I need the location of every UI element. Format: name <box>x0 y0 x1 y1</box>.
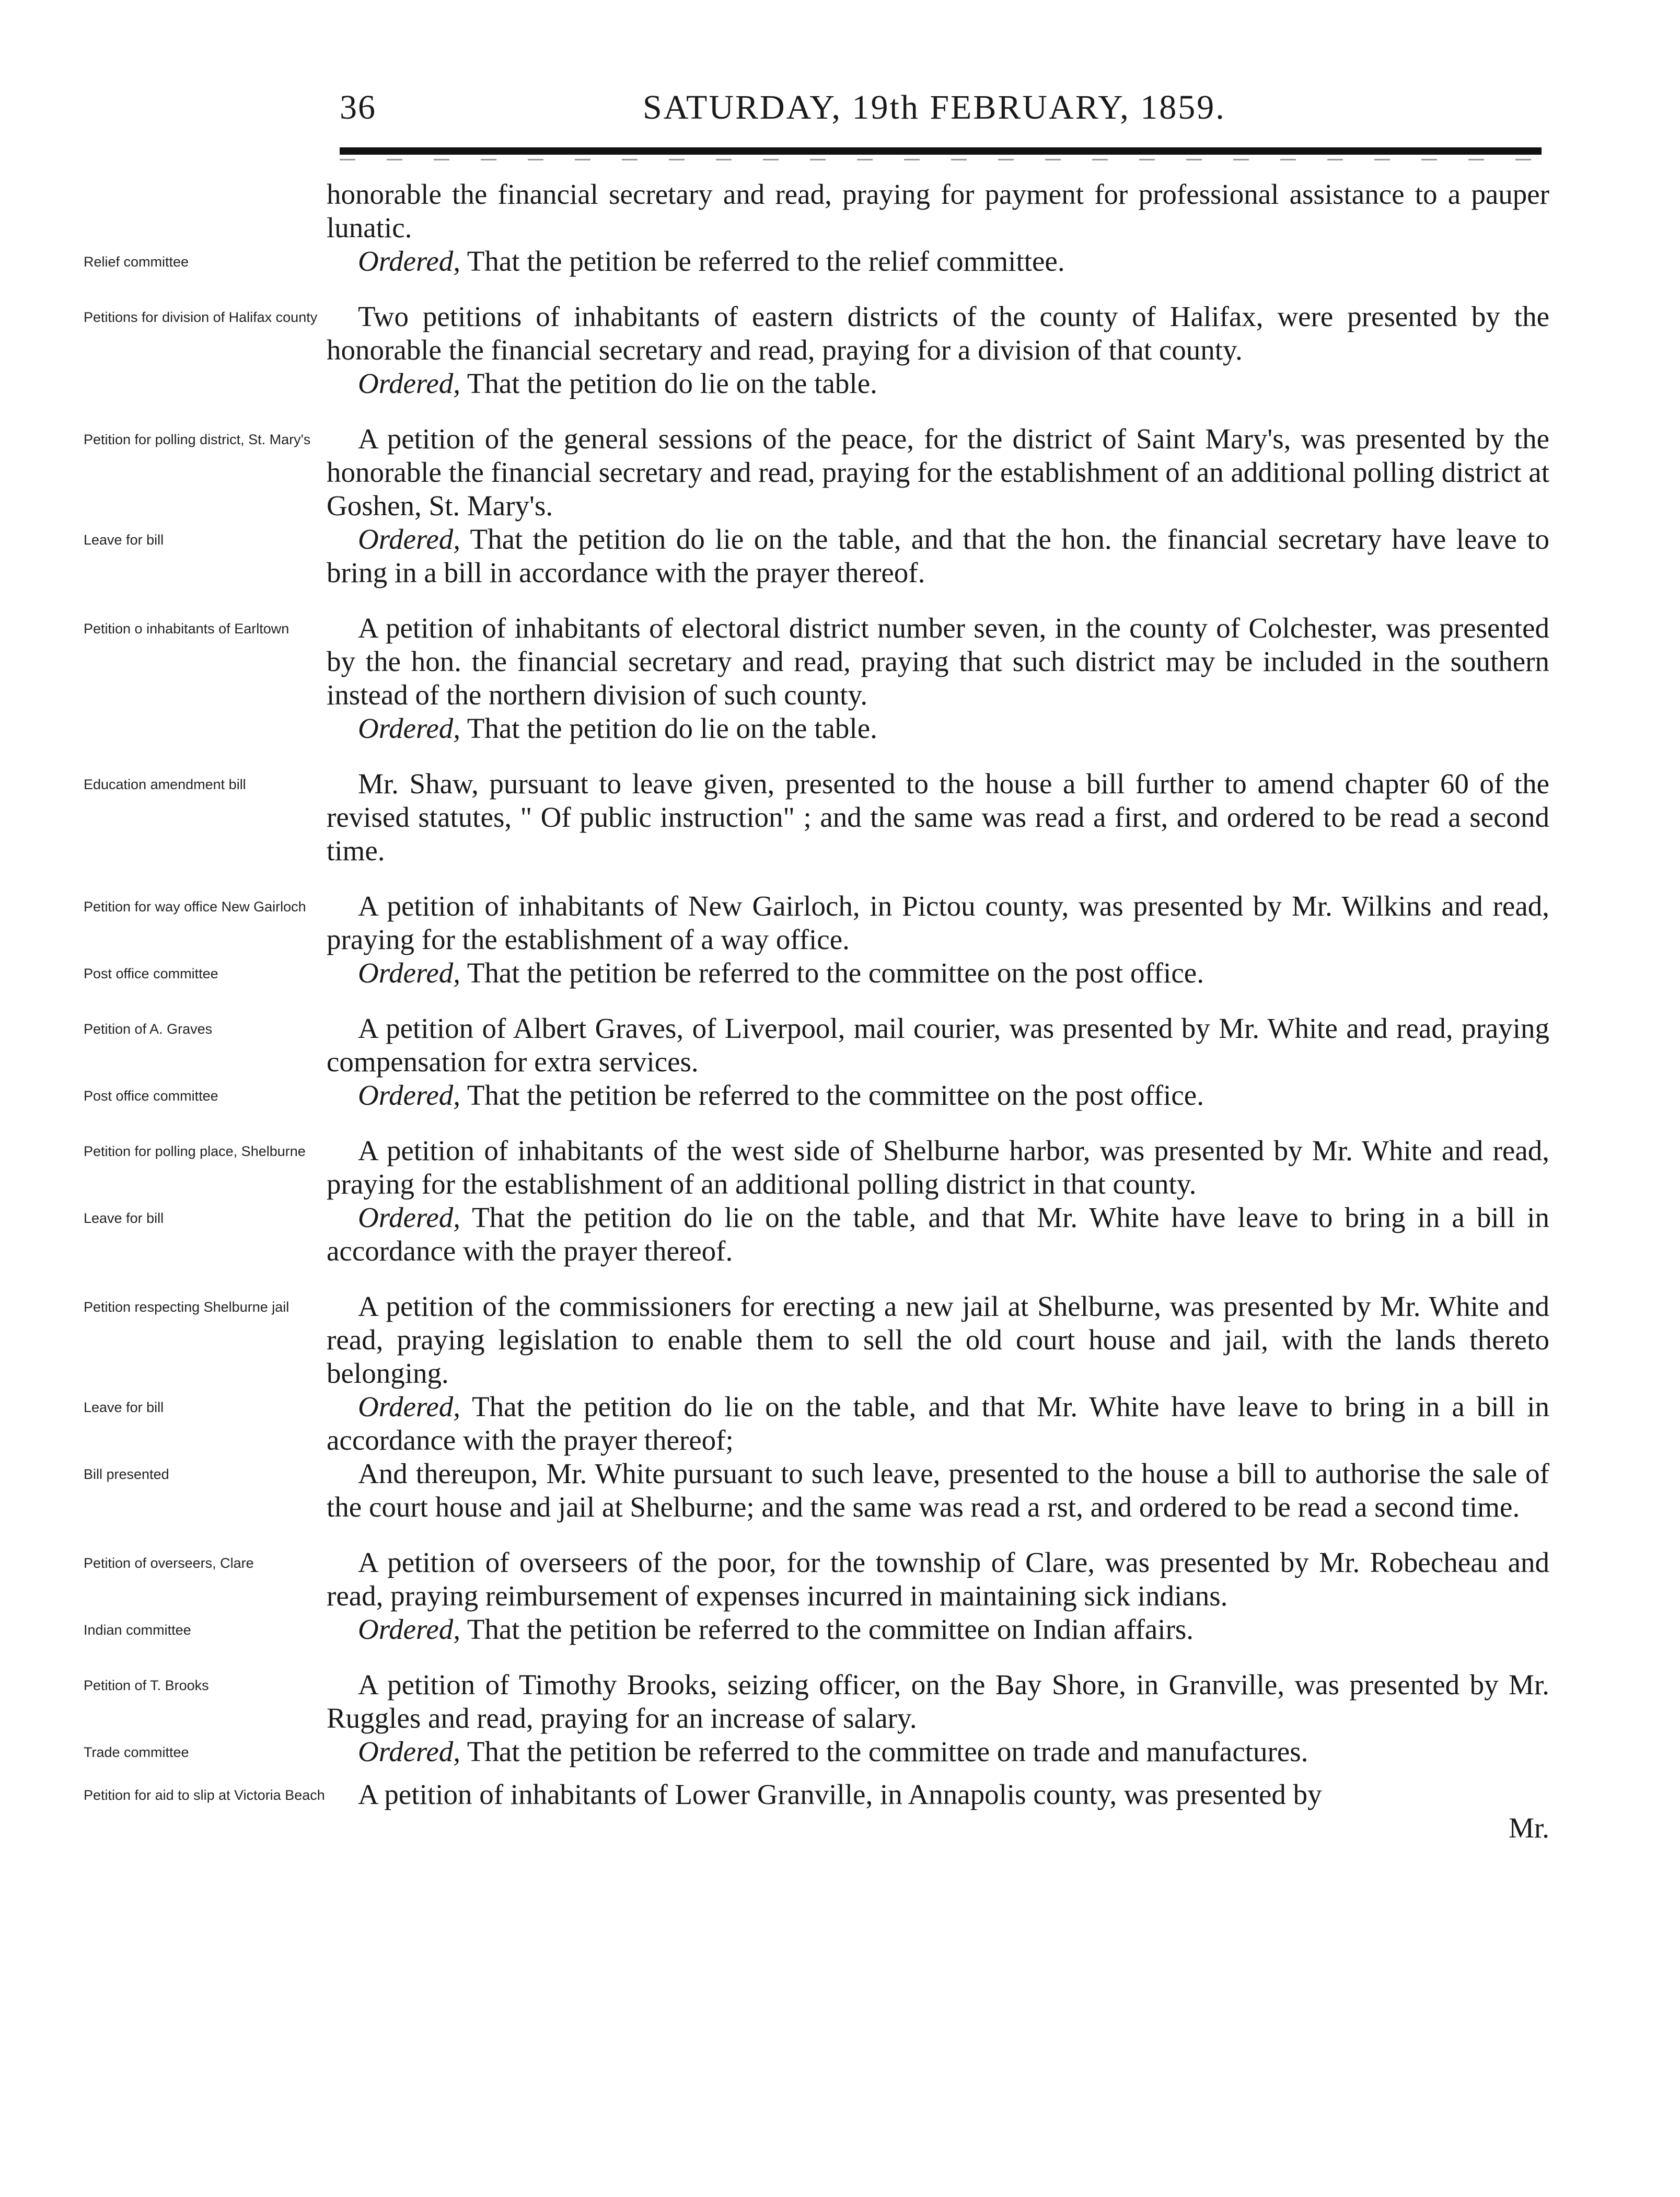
margin-note: Petitions for division of Halifax county <box>84 309 318 325</box>
entry-text: A petition of the general sessions of the peace, for the district of Saint Mary's, was presented by the honorable the financial secretary and read, praying for the establishment of an additional polling district at Goshen, St. Mary's. <box>327 423 1549 522</box>
margin-note: Petition of overseers, Clare <box>84 1555 254 1571</box>
entry-order <box>84 956 1557 990</box>
entry-text: A petition of Albert Graves, of Liverpool, mail courier, was presented by Mr. White and read, praying compensation for extra services. <box>327 1012 1549 1078</box>
entry-petition <box>84 1134 1557 1201</box>
entry-order <box>84 1201 1557 1268</box>
entry-trailing <box>84 1811 1557 1845</box>
entry-text <box>327 712 1549 745</box>
ordered-label: Ordered, <box>358 712 461 744</box>
margin-note: Petition of A. Graves <box>84 1021 213 1037</box>
entry-order <box>84 1613 1557 1646</box>
page-header <box>340 88 1542 130</box>
entry-text: And thereupon, Mr. White pursuant to such leave, presented to the house a bill to authorise the sale of the court house and jail at Shelburne; and the same was read a rst, and ordered to be read a second time. <box>327 1458 1549 1523</box>
ordered-text: That the petition be referred to the committee on Indian affairs. <box>460 1613 1194 1645</box>
entry-text: A petition of Timothy Brooks, seizing officer, on the Bay Shore, in Granville, was presented by Mr. Ruggles and read, praying for an increase of salary. <box>327 1669 1549 1734</box>
entry-text: A petition of inhabitants of Lower Granville, in Annapolis county, was presented by <box>358 1778 1322 1810</box>
ordered-label: Ordered, <box>358 1613 461 1645</box>
margin-note: Leave for bill <box>84 1210 164 1226</box>
margin-note: Education amendment bill <box>84 777 246 792</box>
entry-petition <box>84 422 1557 523</box>
entry-order <box>84 523 1557 589</box>
entry-order <box>84 1390 1557 1457</box>
margin-note: Petition for polling place, Shelburne <box>84 1143 306 1159</box>
margin-note: Petition for way office New Gairloch <box>84 899 306 915</box>
entry-text: A petition of inhabitants of electoral district number seven, in the county of Colchester, was presented by the hon. the financial secretary and read, praying that such district may be included in the southern instead of the northern division of such county. <box>327 612 1549 711</box>
entry-order <box>84 1735 1557 1768</box>
trailing-text: Mr. <box>1509 1812 1549 1844</box>
ordered-text: That the petition do lie on the table, and that the hon. the financial secretary have leave to bring in a bill in accordance with the prayer thereof. <box>327 523 1549 588</box>
entry-text: A petition of inhabitants of the west side of Shelburne harbor, was presented by Mr. White and read, praying for the establishment of an additional polling district in that county. <box>327 1135 1549 1200</box>
margin-note: Leave for bill <box>84 1400 164 1415</box>
entry-text: A petition of the commissioners for erecting a new jail at Shelburne, was presented by Mr. White and read, praying legislation to enable them to sell the old court house and jail, with the lands thereto belonging. <box>327 1290 1549 1389</box>
entry-petition <box>84 300 1557 367</box>
page-number: 36 <box>340 88 376 126</box>
ordered-label: Ordered, <box>358 1736 461 1767</box>
ordered-label: Ordered, <box>358 367 461 399</box>
entry-text <box>327 956 1549 990</box>
margin-note: Bill presented <box>84 1466 169 1482</box>
ordered-text: That the petition be referred to the committee on the post office. <box>460 957 1204 989</box>
entry-text: A petition of inhabitants of New Gairloch, in Pictou county, was presented by Mr. Wilkins and read, praying for the establishment of a way office. <box>327 890 1549 955</box>
ordered-text: That the petition do lie on the table. <box>460 367 877 399</box>
entry-order <box>84 367 1557 400</box>
header-rule <box>340 147 1542 155</box>
entry-text <box>327 1079 1549 1112</box>
entry-petition <box>84 889 1557 956</box>
margin-note: Petition respecting Shelburne jail <box>84 1299 289 1315</box>
margin-note <box>84 178 327 245</box>
entry-text <box>327 1390 1549 1457</box>
ordered-text: That the petition be referred to the relief committee. <box>460 245 1065 277</box>
header-rule-dotted <box>340 159 1542 160</box>
entry-order <box>84 712 1557 745</box>
margin-note <box>84 712 327 745</box>
entry-petition <box>84 1778 1557 1811</box>
journal-body <box>84 178 1557 1845</box>
entry-text <box>327 367 1549 400</box>
margin-note: Petition of T. Brooks <box>84 1678 209 1693</box>
ordered-label: Ordered, <box>358 245 461 277</box>
entry-order <box>84 245 1557 278</box>
ordered-text: That the petition be referred to the committee on the post office. <box>460 1079 1204 1111</box>
margin-note: Trade committee <box>84 1744 189 1760</box>
ordered-text: That the petition do lie on the table, and that Mr. White have leave to bring in a bill in accordance with the prayer thereof; <box>327 1391 1549 1456</box>
margin-note: Indian committee <box>84 1622 191 1638</box>
ordered-text: That the petition do lie on the table. <box>460 712 877 744</box>
margin-note: Post office committee <box>84 1088 218 1104</box>
entry-text <box>327 1613 1549 1646</box>
ordered-label: Ordered, <box>358 1391 461 1423</box>
entry-petition <box>84 611 1557 712</box>
margin-note: Leave for bill <box>84 532 164 548</box>
entry-text <box>327 245 1549 278</box>
page-title: SATURDAY, 19th FEBRUARY, 1859. <box>643 88 1226 126</box>
ordered-label: Ordered, <box>358 523 461 555</box>
entry-order <box>84 1079 1557 1112</box>
entry-text <box>327 1201 1549 1268</box>
entry-text: Mr. Shaw, pursuant to leave given, presented to the house a bill further to amend chapter 60 of the revised statutes, " Of public instruction" ; and the same was read a first, and ordered to be read a second time. <box>327 768 1549 866</box>
margin-note: Post office committee <box>84 966 218 981</box>
margin-note: Relief committee <box>84 254 189 270</box>
ordered-label: Ordered, <box>358 1201 461 1233</box>
margin-note: Petition for aid to slip at Victoria Beach <box>84 1787 325 1803</box>
entry-continuation <box>84 178 1557 245</box>
entry-petition <box>84 1012 1557 1079</box>
entry-text <box>327 523 1549 589</box>
ordered-label: Ordered, <box>358 1079 461 1111</box>
ordered-text: That the petition be referred to the committee on trade and manufactures. <box>460 1736 1308 1767</box>
entry-petition <box>84 1290 1557 1390</box>
entry-petition <box>84 1546 1557 1613</box>
margin-note: Petition for polling district, St. Mary's <box>84 432 311 447</box>
entry-text: honorable the financial secretary and read, praying for payment for professional assistance to a pauper lunatic. <box>327 178 1549 244</box>
entry-text: A petition of overseers of the poor, for the township of Clare, was presented by Mr. Robecheau and read, praying reimbursement of expenses incurred in maintaining sick indians. <box>327 1546 1549 1612</box>
entry-text: Two petitions of inhabitants of eastern districts of the county of Halifax, were presented by the honorable the financial secretary and read, praying for a division of that county. <box>327 300 1549 366</box>
ordered-label: Ordered, <box>358 957 461 989</box>
margin-note: Petition o inhabitants of Earltown <box>84 621 289 637</box>
margin-note <box>84 367 327 400</box>
entry-bill <box>84 767 1557 868</box>
entry-text <box>327 1735 1549 1768</box>
entry-petition <box>84 1668 1557 1735</box>
ordered-text: That the petition do lie on the table, and that Mr. White have leave to bring in a bill in accordance with the prayer thereof. <box>327 1201 1549 1267</box>
entry-bill <box>84 1457 1557 1524</box>
